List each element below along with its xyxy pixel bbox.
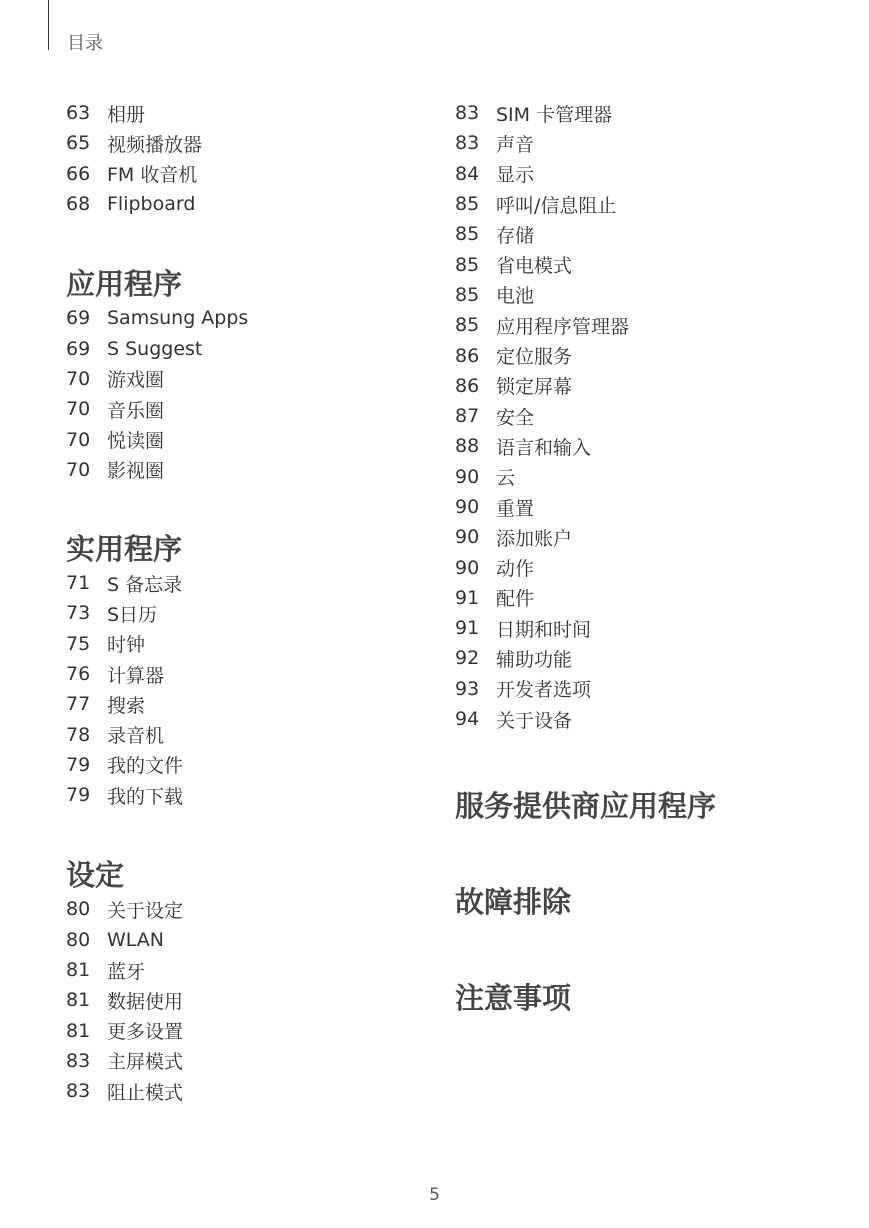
toc-entry-title: 蓝牙	[107, 960, 146, 983]
toc-entry[interactable]	[455, 128, 815, 158]
toc-entry[interactable]	[455, 189, 815, 219]
toc-entry-title: 呼叫/信息阻止	[496, 194, 617, 217]
toc-page-number: 69	[66, 307, 91, 330]
toc-entry[interactable]	[66, 303, 426, 333]
toc-page-number: 87	[455, 405, 480, 428]
toc-page-number: 81	[66, 959, 91, 982]
toc-entry[interactable]	[66, 925, 426, 955]
toc-entry[interactable]	[66, 394, 426, 424]
toc-entry-title: S日历	[107, 603, 158, 626]
toc-entry[interactable]	[455, 249, 815, 279]
toc-page-number: 85	[455, 223, 480, 246]
toc-entry-title: 游戏圈	[107, 369, 165, 392]
toc-entry[interactable]	[66, 455, 426, 485]
toc-entry-title: 辅助功能	[496, 648, 573, 671]
toc-entry-title: 关于设备	[496, 709, 573, 732]
toc-page-number: 90	[455, 556, 480, 579]
toc-page-number: 91	[455, 617, 480, 640]
toc-entry-title: SIM 卡管理器	[496, 103, 613, 126]
toc-page-number: 86	[455, 374, 480, 397]
toc-entry[interactable]	[66, 98, 426, 128]
toc-entry[interactable]	[455, 704, 815, 734]
toc-page-number: 81	[66, 989, 91, 1012]
toc-entry-title: 云	[496, 467, 516, 490]
toc-page-number: 73	[66, 602, 91, 625]
toc-page-number: 79	[66, 753, 91, 776]
header-divider	[48, 0, 49, 50]
toc-entry-title: 添加账户	[496, 527, 573, 550]
page-number: 5	[429, 1185, 440, 1205]
toc-page-number: 83	[66, 1080, 91, 1103]
toc-entry[interactable]	[66, 894, 426, 924]
toc-page-number: 79	[66, 784, 91, 807]
toc-page-number: 83	[66, 1049, 91, 1072]
toc-entry[interactable]	[66, 598, 426, 628]
toc-entry-title: 搜索	[107, 694, 146, 717]
toc-entry-title: Samsung Apps	[107, 307, 249, 330]
toc-entry-title: 阻止模式	[107, 1081, 184, 1104]
toc-entry[interactable]	[66, 750, 426, 780]
toc-entry[interactable]	[66, 364, 426, 394]
toc-entry[interactable]	[66, 629, 426, 659]
toc-page-number: 80	[66, 898, 91, 921]
toc-entry-title: 声音	[496, 133, 535, 156]
toc-page-number: 94	[455, 708, 480, 731]
toc-entry[interactable]	[66, 1076, 426, 1106]
toc-group-media	[66, 98, 426, 219]
toc-entry[interactable]	[66, 719, 426, 749]
page-header-title: 目录	[67, 33, 103, 54]
toc-entry-title: 存储	[496, 224, 535, 247]
toc-group-utilities	[66, 568, 426, 810]
toc-page-number: 70	[66, 367, 91, 390]
toc-left-column	[66, 98, 426, 1106]
toc-page-number: 75	[66, 632, 91, 655]
toc-entry[interactable]	[455, 583, 815, 613]
toc-entry-title: 定位服务	[496, 346, 573, 369]
toc-page-number: 90	[455, 526, 480, 549]
toc-page-number: 70	[66, 458, 91, 481]
section-heading-utilities[interactable]: 实用程序	[66, 531, 183, 566]
toc-entry[interactable]	[455, 613, 815, 643]
toc-entry-title: 影视圈	[107, 460, 165, 483]
toc-entry[interactable]	[66, 689, 426, 719]
toc-page-number: 76	[66, 663, 91, 685]
toc-page-number: 81	[66, 1019, 91, 1042]
toc-entry-title: 相册	[107, 103, 146, 126]
toc-entry-title: S 备忘录	[107, 573, 183, 596]
toc-page-number: 77	[66, 693, 91, 716]
toc-page-number: 78	[66, 723, 91, 746]
toc-entry-title: 显示	[496, 164, 535, 187]
toc-entry-title: 主屏模式	[107, 1051, 184, 1074]
toc-group-settings	[66, 894, 426, 1106]
toc-entry[interactable]	[455, 522, 815, 552]
toc-entry[interactable]	[66, 780, 426, 810]
toc-page-number: 91	[455, 586, 480, 609]
toc-entry[interactable]	[455, 674, 815, 704]
toc-entry-title: 重置	[496, 497, 535, 520]
toc-entry-title: 安全	[496, 406, 535, 429]
toc-entry[interactable]	[66, 189, 426, 219]
toc-entry[interactable]	[66, 955, 426, 985]
toc-entry[interactable]	[455, 643, 815, 673]
toc-page-number: 85	[455, 314, 480, 337]
toc-page-number: 63	[66, 102, 91, 125]
toc-entry[interactable]	[455, 371, 815, 401]
toc-entry[interactable]	[455, 340, 815, 370]
toc-page-number: 68	[66, 193, 91, 216]
toc-entry-title: WLAN	[107, 928, 165, 951]
toc-page-number: 85	[455, 193, 480, 216]
toc-entry-title: 更多设置	[107, 1021, 184, 1044]
toc-page-number: 86	[455, 344, 480, 367]
toc-entry[interactable]	[66, 1046, 426, 1076]
section-heading-precautions[interactable]: 注意事项	[455, 981, 572, 1016]
toc-entry-title: 视频播放器	[107, 133, 203, 156]
toc-page-number: 70	[66, 428, 91, 451]
toc-group-settings-continued	[455, 98, 815, 734]
toc-entry-title: 动作	[496, 558, 535, 581]
toc-entry[interactable]	[66, 159, 426, 189]
toc-page-number: 90	[455, 465, 480, 488]
toc-entry-title: S Suggest	[107, 337, 203, 360]
toc-entry-title: 锁定屏幕	[496, 376, 573, 399]
toc-entry[interactable]	[66, 985, 426, 1015]
toc-entry-title: 开发者选项	[496, 679, 592, 702]
toc-entry-title: 时钟	[107, 634, 146, 657]
toc-entry-title: 数据使用	[107, 990, 184, 1013]
toc-entry[interactable]	[455, 159, 815, 189]
toc-entry-title: 音乐圈	[107, 399, 165, 422]
toc-entry[interactable]	[66, 128, 426, 158]
toc-entry[interactable]	[455, 462, 815, 492]
toc-page-number: 88	[455, 435, 480, 458]
toc-page-number: 65	[66, 132, 91, 155]
toc-page-number: 93	[455, 677, 480, 700]
toc-entry-title: 配件	[496, 588, 535, 611]
toc-entry-title: 录音机	[107, 725, 165, 748]
toc-entry-title: 省电模式	[496, 255, 573, 278]
toc-page-number: 80	[66, 928, 91, 951]
toc-entry-title: 应用程序管理器	[496, 315, 630, 338]
toc-entry[interactable]	[455, 431, 815, 461]
toc-right-column	[455, 98, 815, 1017]
toc-entry[interactable]	[66, 424, 426, 454]
toc-group-apps	[66, 303, 426, 485]
toc-page-number: 71	[66, 572, 91, 595]
toc-entry[interactable]	[66, 568, 426, 598]
toc-page-number: 90	[455, 496, 480, 518]
toc-entry-title: 电池	[496, 285, 535, 308]
section-heading-apps[interactable]: 应用程序	[66, 267, 183, 302]
toc-entry[interactable]	[455, 552, 815, 582]
toc-entry-title: 语言和输入	[496, 436, 592, 459]
toc-page-number: 85	[455, 253, 480, 276]
toc-entry-title: 关于设定	[107, 899, 184, 922]
toc-page-number: 85	[455, 283, 480, 306]
toc-page-number: 83	[455, 132, 480, 155]
section-heading-provider-apps[interactable]: 服务提供商应用程序	[455, 789, 717, 824]
toc-entry-title: 我的文件	[107, 755, 184, 778]
toc-entry-title: FM 收音机	[107, 164, 198, 187]
toc-entry[interactable]	[455, 98, 815, 128]
toc-entry[interactable]	[66, 333, 426, 363]
toc-page-number: 83	[455, 102, 480, 125]
section-heading-settings[interactable]: 设定	[66, 858, 125, 893]
toc-entry[interactable]	[455, 401, 815, 431]
section-heading-troubleshooting[interactable]: 故障排除	[455, 885, 572, 920]
toc-entry-title: 计算器	[107, 664, 165, 687]
toc-entry[interactable]	[455, 280, 815, 310]
toc-page-number: 66	[66, 162, 91, 185]
toc-entry-title: 我的下载	[107, 785, 184, 808]
toc-entry-title: 悦读圈	[107, 430, 165, 453]
toc-page-number: 69	[66, 337, 91, 360]
toc-page-number: 84	[455, 162, 480, 185]
toc-page-number: 70	[66, 398, 91, 421]
toc-entry[interactable]	[455, 492, 815, 522]
toc-entry-title: 日期和时间	[496, 618, 592, 641]
toc-entry[interactable]	[455, 219, 815, 249]
toc-entry[interactable]	[455, 310, 815, 340]
toc-entry[interactable]	[66, 659, 426, 689]
toc-entry[interactable]	[66, 1016, 426, 1046]
toc-page-number: 92	[455, 647, 480, 670]
toc-entry-title: Flipboard	[107, 193, 196, 216]
